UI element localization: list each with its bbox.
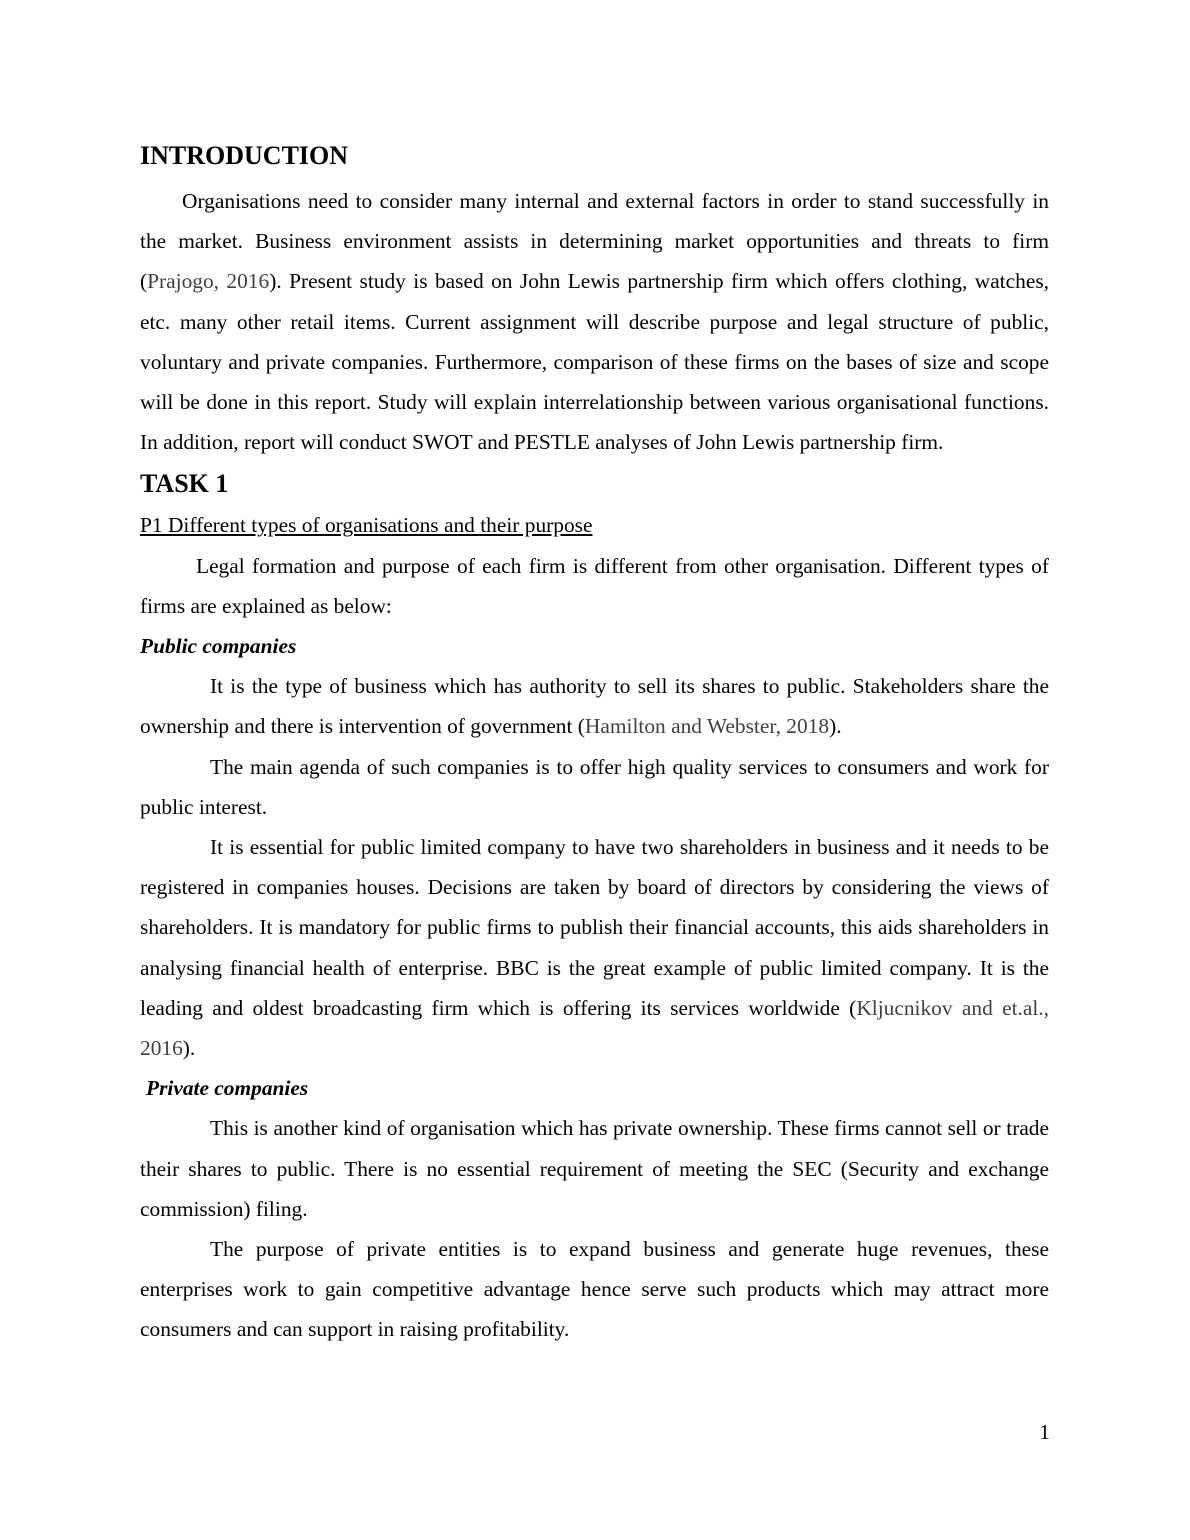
public-p3-text-part1: It is essential for public limited company to have two shareholders in business and it needs to be registered in companies houses. Decisions are taken by board of directors by considering the views of shareholders. It is mandatory for public firms to publish their financial accounts, this aids shareholders in analysing financial health of enterprise. BBC is the great example of public limited company. It is the leading and oldest broadcasting firm which is offering its services worldwide ( (140, 835, 1049, 1020)
citation-hamilton-webster: Hamilton and Webster, 2018 (584, 714, 830, 739)
citation-kljucnikov: Kljucnikov and et.al., 2016 (140, 995, 1049, 1061)
task1-heading: TASK 1 (140, 469, 229, 499)
private-companies-heading: Private companies (146, 1076, 309, 1101)
introduction-paragraph (140, 181, 1049, 462)
private-paragraph-2: The purpose of private entities is to expand business and generate huge revenues, these enterprises work to gain competitive advantage hence serve such products which may attract more consumers and can support in raising profitability. (140, 1237, 1049, 1342)
task1-subheading: P1 Different types of organisations and their purpose (140, 513, 593, 538)
public-p1-text-part1: It is the type of business which has authority to sell its shares to public. Stakeholders share the ownership and there is intervention of government ( (140, 674, 1049, 739)
introduction-text-part1: Organisations need to consider many internal and external factors in order to stand successfully in the market. Business environment assists in determining market opportunities and threats to firm ( (140, 189, 1049, 294)
private-paragraph-1: This is another kind of organisation which has private ownership. These firms cannot sell or trade their shares to public. There is no essential requirement of meeting the SEC (Security and exchange commission) filing. (140, 1116, 1049, 1221)
public-p1-text-part2: ). (829, 714, 842, 739)
page-number: 1 (1039, 1420, 1050, 1444)
citation-prajogo: Prajogo, 2016 (147, 269, 270, 294)
public-paragraph-3 (140, 827, 1049, 1068)
public-companies-heading: Public companies (140, 634, 297, 659)
task1-intro-paragraph: Legal formation and purpose of each firm is different from other organisation. Different types of firms are explained as below: (140, 553, 1049, 618)
public-p3-text-part2: ). (182, 1036, 196, 1061)
public-paragraph-2: The main agenda of such companies is to offer high quality services to consumers and work for public interest. (140, 754, 1049, 819)
introduction-heading: INTRODUCTION (140, 141, 349, 170)
document-page (140, 138, 1049, 1350)
introduction-text-part2: ). Present study is based on John Lewis partnership firm which offers clothing, watches, etc. many other retail items. Current assignment will describe purpose and legal structure of public, voluntary and private companies. Furthermore, comparison of these firms on the bases of size and scope will be done in this report. Study will explain interrelationship between various organisational functions. In addition, report will conduct SWOT and PESTLE analyses of John Lewis partnership firm. (140, 269, 1049, 455)
public-paragraph-1 (140, 666, 1049, 746)
